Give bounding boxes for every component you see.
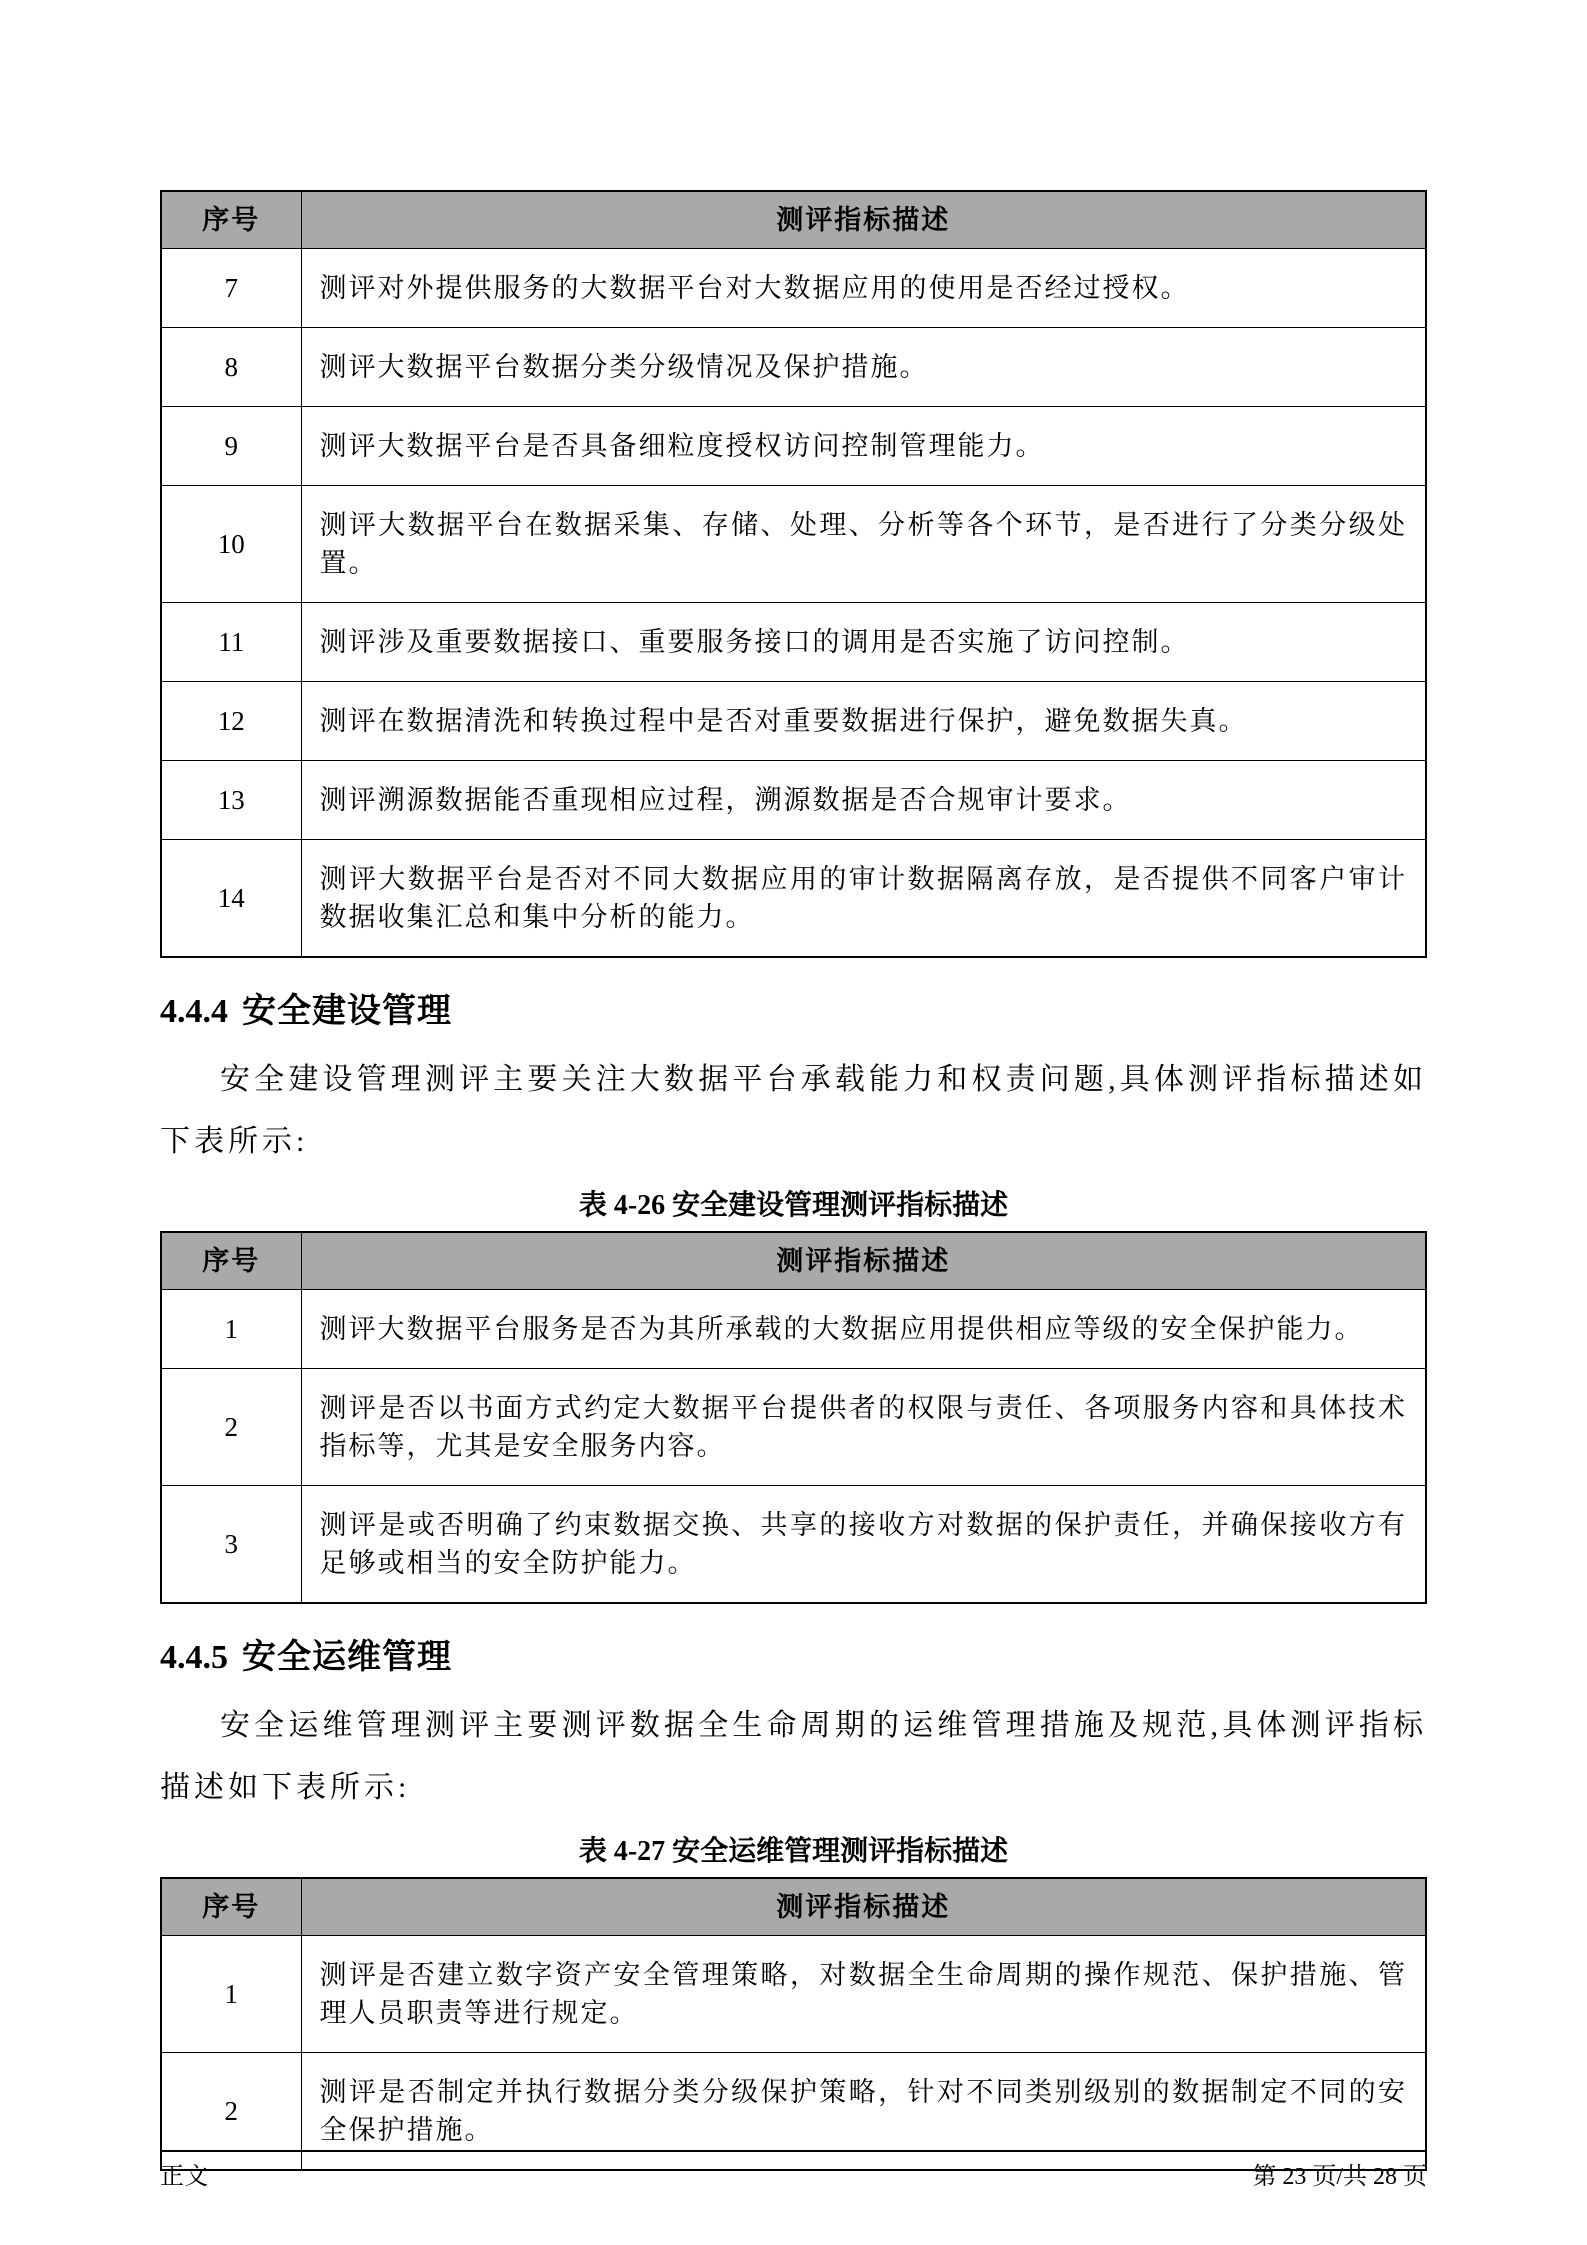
header-cell-seq: 序号 (161, 1878, 301, 1936)
row-number: 8 (161, 328, 301, 407)
row-description: 测评对外提供服务的大数据平台对大数据应用的使用是否经过授权。 (301, 249, 1426, 328)
section-444-paragraph: 安全建设管理测评主要关注大数据平台承载能力和权责问题,具体测评指标描述如下表所示: (160, 1063, 1427, 1158)
table-row (161, 603, 1426, 682)
indicator-table-continued (160, 190, 1427, 958)
row-number: 12 (161, 682, 301, 761)
table-header-row (161, 1232, 1426, 1290)
header-cell-desc: 测评指标描述 (301, 1878, 1426, 1936)
row-description: 测评大数据平台是否具备细粒度授权访问控制管理能力。 (301, 407, 1426, 486)
section-445-paragraph: 安全运维管理测评主要测评数据全生命周期的运维管理措施及规范,具体测评指标描述如下表所示: (160, 1709, 1427, 1804)
row-number: 11 (161, 603, 301, 682)
section-heading-445 (160, 1634, 1427, 1681)
row-number: 9 (161, 407, 301, 486)
section-number: 4.4.5 (160, 1639, 228, 1676)
page-footer (160, 2150, 1427, 2192)
table-row (161, 249, 1426, 328)
row-number: 2 (161, 2053, 301, 2171)
table-row (161, 1486, 1426, 1604)
table-row (161, 1369, 1426, 1486)
row-description: 测评是否制定并执行数据分类分级保护策略，针对不同类别级别的数据制定不同的安全保护措施。 (301, 2053, 1426, 2171)
table-header-row (161, 1878, 1426, 1936)
table-row (161, 1290, 1426, 1369)
header-cell-desc: 测评指标描述 (301, 1232, 1426, 1290)
row-description: 测评溯源数据能否重现相应过程，溯源数据是否合规审计要求。 (301, 761, 1426, 840)
row-number: 14 (161, 840, 301, 958)
section-number: 4.4.4 (160, 993, 228, 1030)
section-title: 安全运维管理 (242, 1638, 452, 1676)
row-description: 测评在数据清洗和转换过程中是否对重要数据进行保护，避免数据失真。 (301, 682, 1426, 761)
row-description: 测评是否以书面方式约定大数据平台提供者的权限与责任、各项服务内容和具体技术指标等，尤其是安全服务内容。 (301, 1369, 1426, 1486)
row-number: 7 (161, 249, 301, 328)
row-description: 测评涉及重要数据接口、重要服务接口的调用是否实施了访问控制。 (301, 603, 1426, 682)
row-number: 1 (161, 1290, 301, 1369)
table-row (161, 682, 1426, 761)
header-cell-desc: 测评指标描述 (301, 191, 1426, 249)
row-description: 测评是否建立数字资产安全管理策略，对数据全生命周期的操作规范、保护措施、管理人员职责等进行规定。 (301, 1936, 1426, 2053)
table-4-26-caption: 表 4-26 安全建设管理测评指标描述 (578, 1190, 1009, 1221)
row-description: 测评大数据平台在数据采集、存储、处理、分析等各个环节，是否进行了分类分级处置。 (301, 486, 1426, 603)
section-title: 安全建设管理 (242, 992, 452, 1030)
row-number: 13 (161, 761, 301, 840)
row-description: 测评大数据平台数据分类分级情况及保护措施。 (301, 328, 1426, 407)
table-row (161, 407, 1426, 486)
table-header-row (161, 191, 1426, 249)
table-row (161, 1936, 1426, 2053)
header-cell-seq: 序号 (161, 1232, 301, 1290)
footer-page-number: 第 23 页/共 28 页 (1252, 2164, 1427, 2190)
footer-section-label: 正文 (160, 2164, 208, 2190)
section-heading-444 (160, 988, 1427, 1035)
header-cell-seq: 序号 (161, 191, 301, 249)
table-row (161, 486, 1426, 603)
row-number: 1 (161, 1936, 301, 2053)
table-row (161, 840, 1426, 958)
row-description: 测评是或否明确了约束数据交换、共享的接收方对数据的保护责任，并确保接收方有足够或相当的安全防护能力。 (301, 1486, 1426, 1604)
row-description: 测评大数据平台服务是否为其所承载的大数据应用提供相应等级的安全保护能力。 (301, 1290, 1426, 1369)
page-content (160, 190, 1427, 2171)
row-number: 2 (161, 1369, 301, 1486)
table-row (161, 328, 1426, 407)
table-4-27-caption: 表 4-27 安全运维管理测评指标描述 (578, 1836, 1009, 1867)
row-number: 3 (161, 1486, 301, 1604)
table-4-27 (160, 1877, 1427, 2171)
table-row (161, 761, 1426, 840)
row-description: 测评大数据平台是否对不同大数据应用的审计数据隔离存放，是否提供不同客户审计数据收集汇总和集中分析的能力。 (301, 840, 1426, 958)
row-number: 10 (161, 486, 301, 603)
table-4-26 (160, 1231, 1427, 1604)
